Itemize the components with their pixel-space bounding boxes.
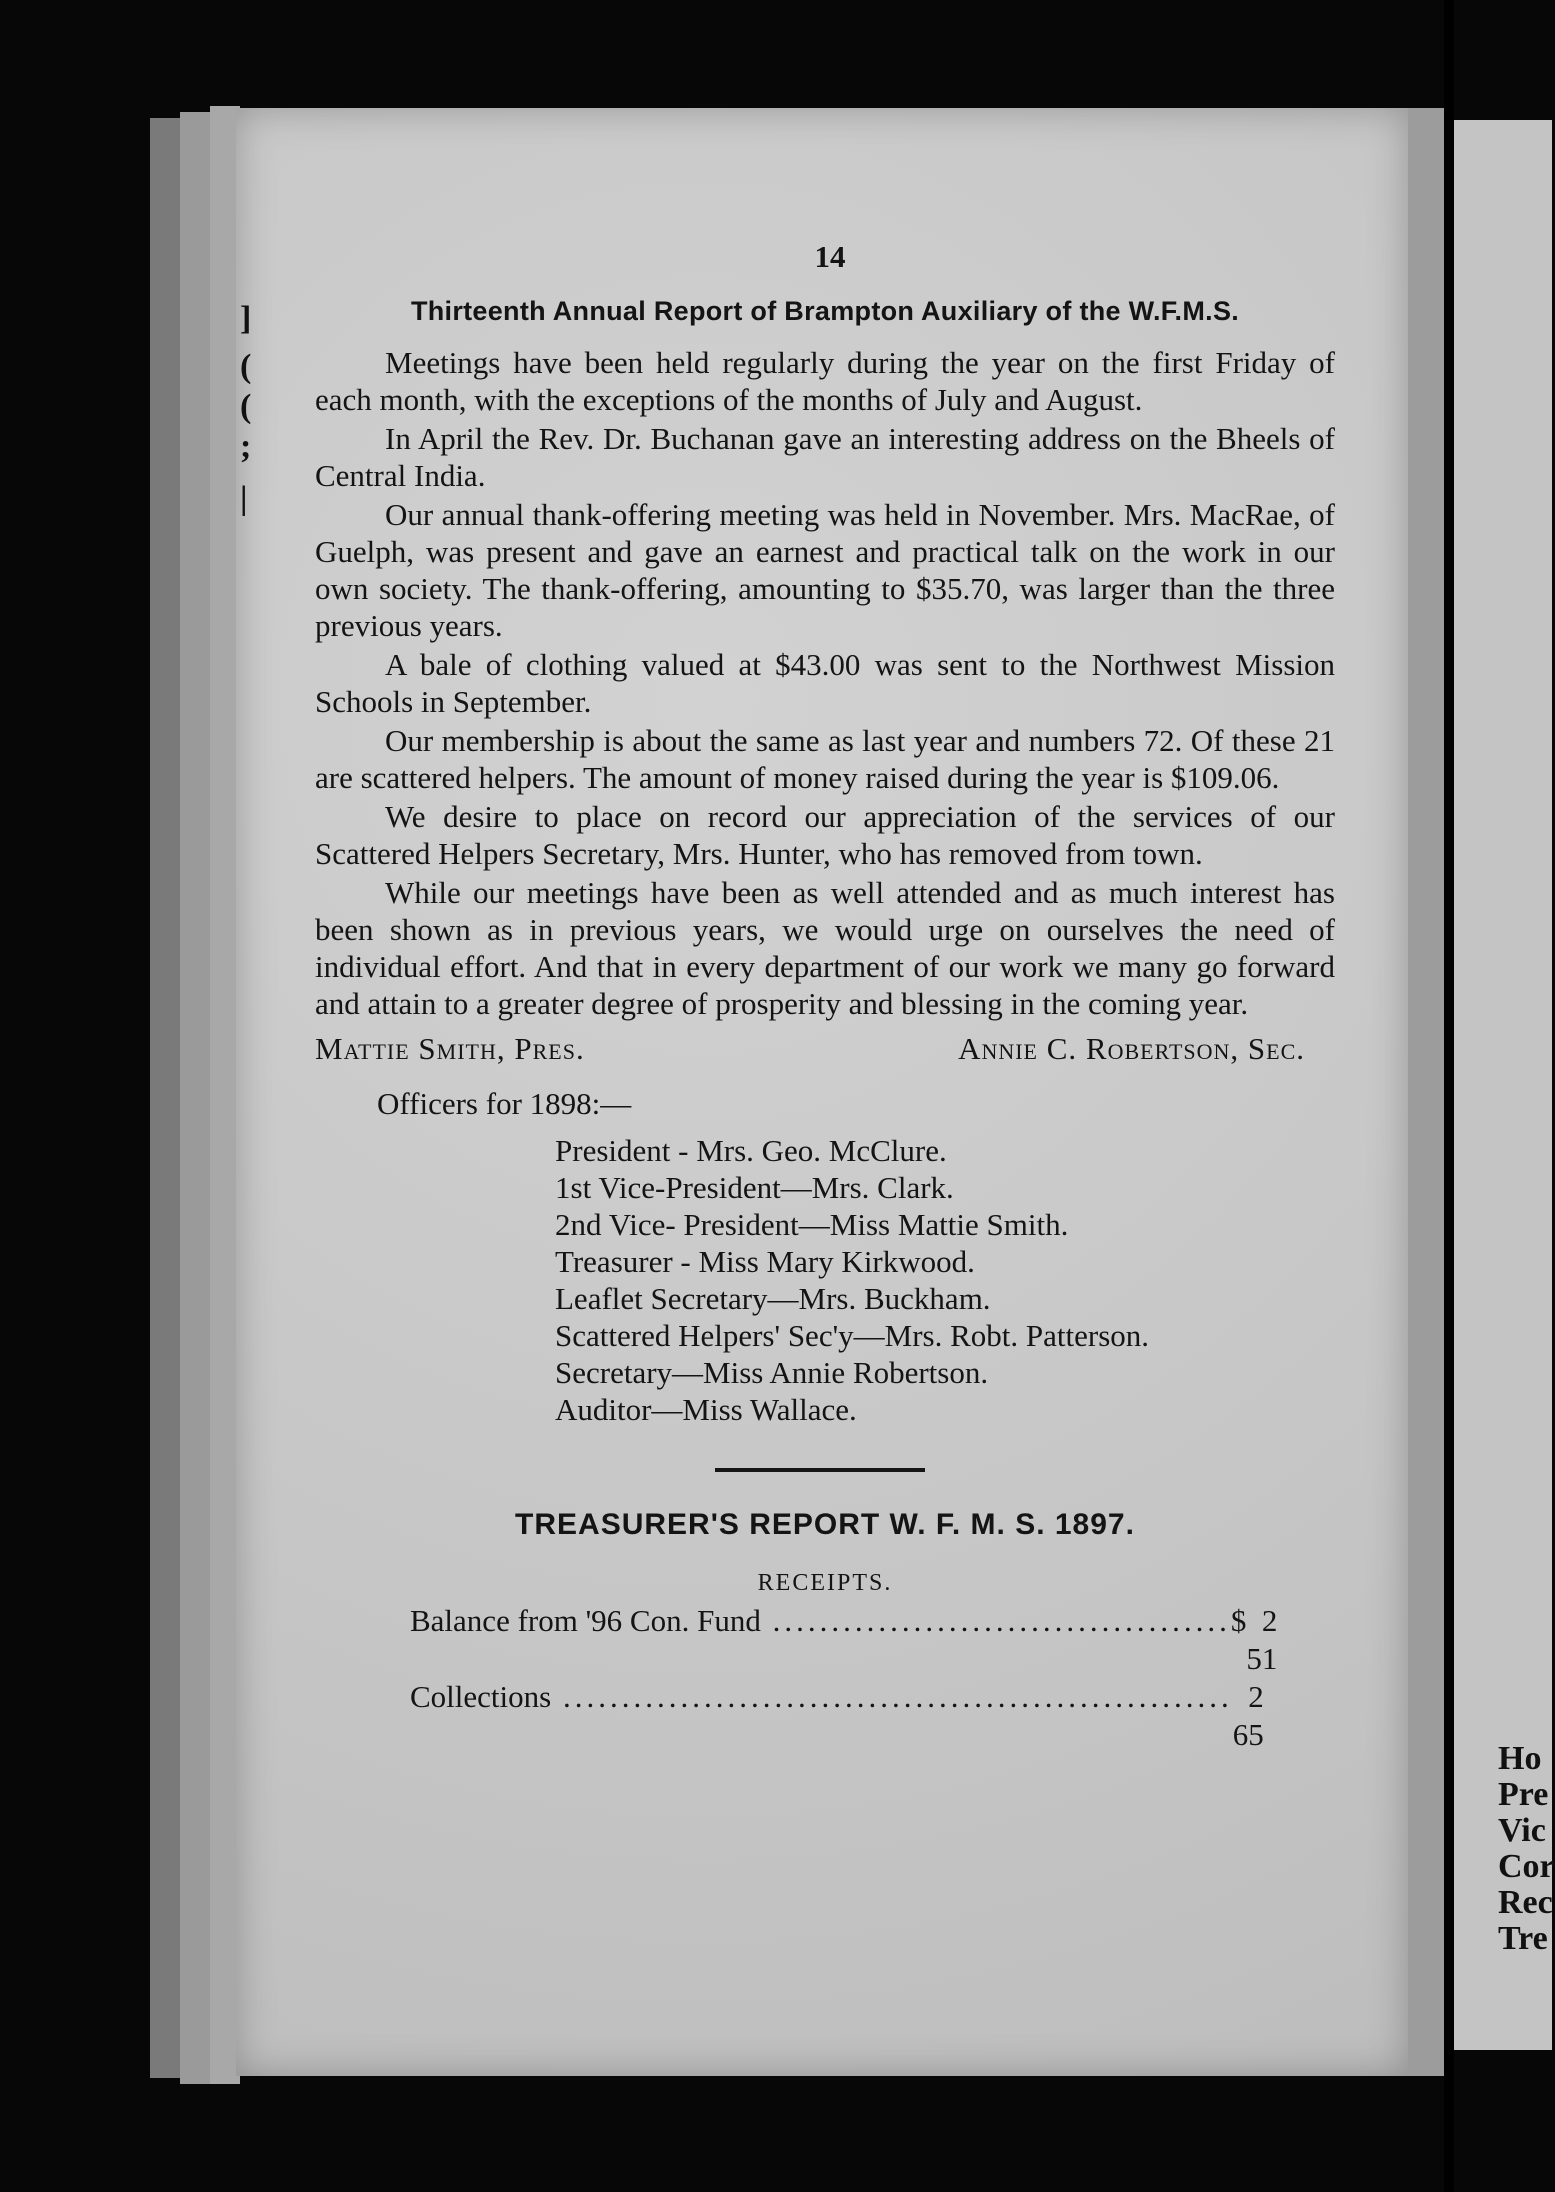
officers-title: Officers for 1898:—	[377, 1086, 632, 1121]
section-divider	[715, 1468, 925, 1472]
paragraph: In April the Rev. Dr. Buchanan gave an interesting address on the Bheels of Central India.	[315, 421, 1335, 493]
officer-entry: Auditor—Miss Wallace.	[555, 1392, 857, 1427]
next-page-fragment	[1454, 120, 1555, 2050]
treasurer-heading: TREASURER'S REPORT W. F. M. S. 1897.	[515, 1508, 1135, 1541]
officer-entry: Secretary—Miss Annie Robertson.	[555, 1355, 989, 1390]
president-signature: Mattie Smith, Pres.	[315, 1031, 585, 1066]
receipt-amount: 2 65	[1232, 1679, 1264, 1752]
margin-mark: (	[240, 348, 252, 385]
page-content	[315, 238, 1335, 1754]
officer-entry: Scattered Helpers' Sec'y—Mrs. Robt. Patterson.	[555, 1318, 1150, 1353]
page-gutter	[1408, 108, 1444, 2076]
leader-dots: .........................................................	[551, 1679, 1233, 1714]
next-page-text: Pre	[1498, 1776, 1549, 1813]
margin-mark: ]	[240, 300, 252, 337]
book-edge	[180, 112, 210, 2084]
paragraph: We desire to place on record our appreciation of the services of our Scattered Helpers Secretary, Mrs. Hunter, who has removed from town.	[315, 799, 1335, 871]
receipt-label: Collections	[410, 1679, 552, 1714]
margin-mark: |	[240, 480, 248, 517]
officer-entry: 1st Vice-President—Mrs. Clark.	[555, 1170, 954, 1205]
page-number: 14	[814, 239, 846, 274]
officer-entry: Leaflet Secretary—Mrs. Buckham.	[555, 1281, 991, 1316]
paragraph: A bale of clothing valued at $43.00 was sent to the Northwest Mission Schools in September.	[315, 647, 1335, 719]
leader-dots: .......................................	[760, 1603, 1231, 1638]
officer-entry: President - Mrs. Geo. McClure.	[555, 1133, 947, 1168]
paragraph: Our annual thank-offering meeting was held in November. Mrs. MacRae, of Guelph, was present and gave an earnest and practical talk on the work in our own society. The thank-offering, amounting to $35.70, was larger than the three previous years.	[315, 497, 1335, 643]
receipt-label: Balance from '96 Con. Fund	[410, 1603, 761, 1638]
margin-mark: (	[240, 388, 252, 425]
report-heading: Thirteenth Annual Report of Brampton Auxiliary of the W.F.M.S.	[410, 296, 1240, 326]
next-page-text: Rec	[1498, 1884, 1553, 1921]
signatures	[315, 1030, 1335, 1067]
margin-mark: ;	[240, 428, 252, 465]
officers-list	[555, 1132, 1335, 1428]
receipt-row	[410, 1602, 1278, 1678]
receipts-table	[315, 1602, 1335, 1754]
receipt-currency: $	[1230, 1603, 1247, 1638]
receipts-heading: RECEIPTS.	[757, 1570, 893, 1596]
paragraph: Our membership is about the same as last year and numbers 72. Of these 21 are scattered helpers. The amount of money raised during the year is $109.06.	[315, 723, 1335, 795]
next-page-text: Cor	[1498, 1848, 1555, 1885]
next-page-text: Vic	[1498, 1812, 1546, 1849]
secretary-signature: Annie C. Robertson, Sec.	[958, 1031, 1305, 1066]
receipt-amount: 2 51	[1246, 1603, 1278, 1676]
report-body	[315, 344, 1335, 1022]
next-page-text: Ho	[1498, 1740, 1542, 1777]
receipt-row	[410, 1678, 1264, 1754]
paragraph: While our meetings have been as well attended and as much interest has been shown as in previous years, we would urge on ourselves the need of individual effort. And that in every department of our work we many go forward and attain to a greater degree of prosperity and blessing in the coming year.	[315, 875, 1335, 1021]
officer-entry: Treasurer - Miss Mary Kirkwood.	[555, 1244, 975, 1279]
book-edge	[150, 118, 180, 2078]
paragraph: Meetings have been held regularly during the year on the first Friday of each month, with the exceptions of the months of July and August.	[315, 345, 1335, 417]
next-page-text: Tre	[1498, 1920, 1548, 1957]
officer-entry: 2nd Vice- President—Miss Mattie Smith.	[555, 1207, 1069, 1242]
page-gap	[1444, 0, 1454, 2192]
